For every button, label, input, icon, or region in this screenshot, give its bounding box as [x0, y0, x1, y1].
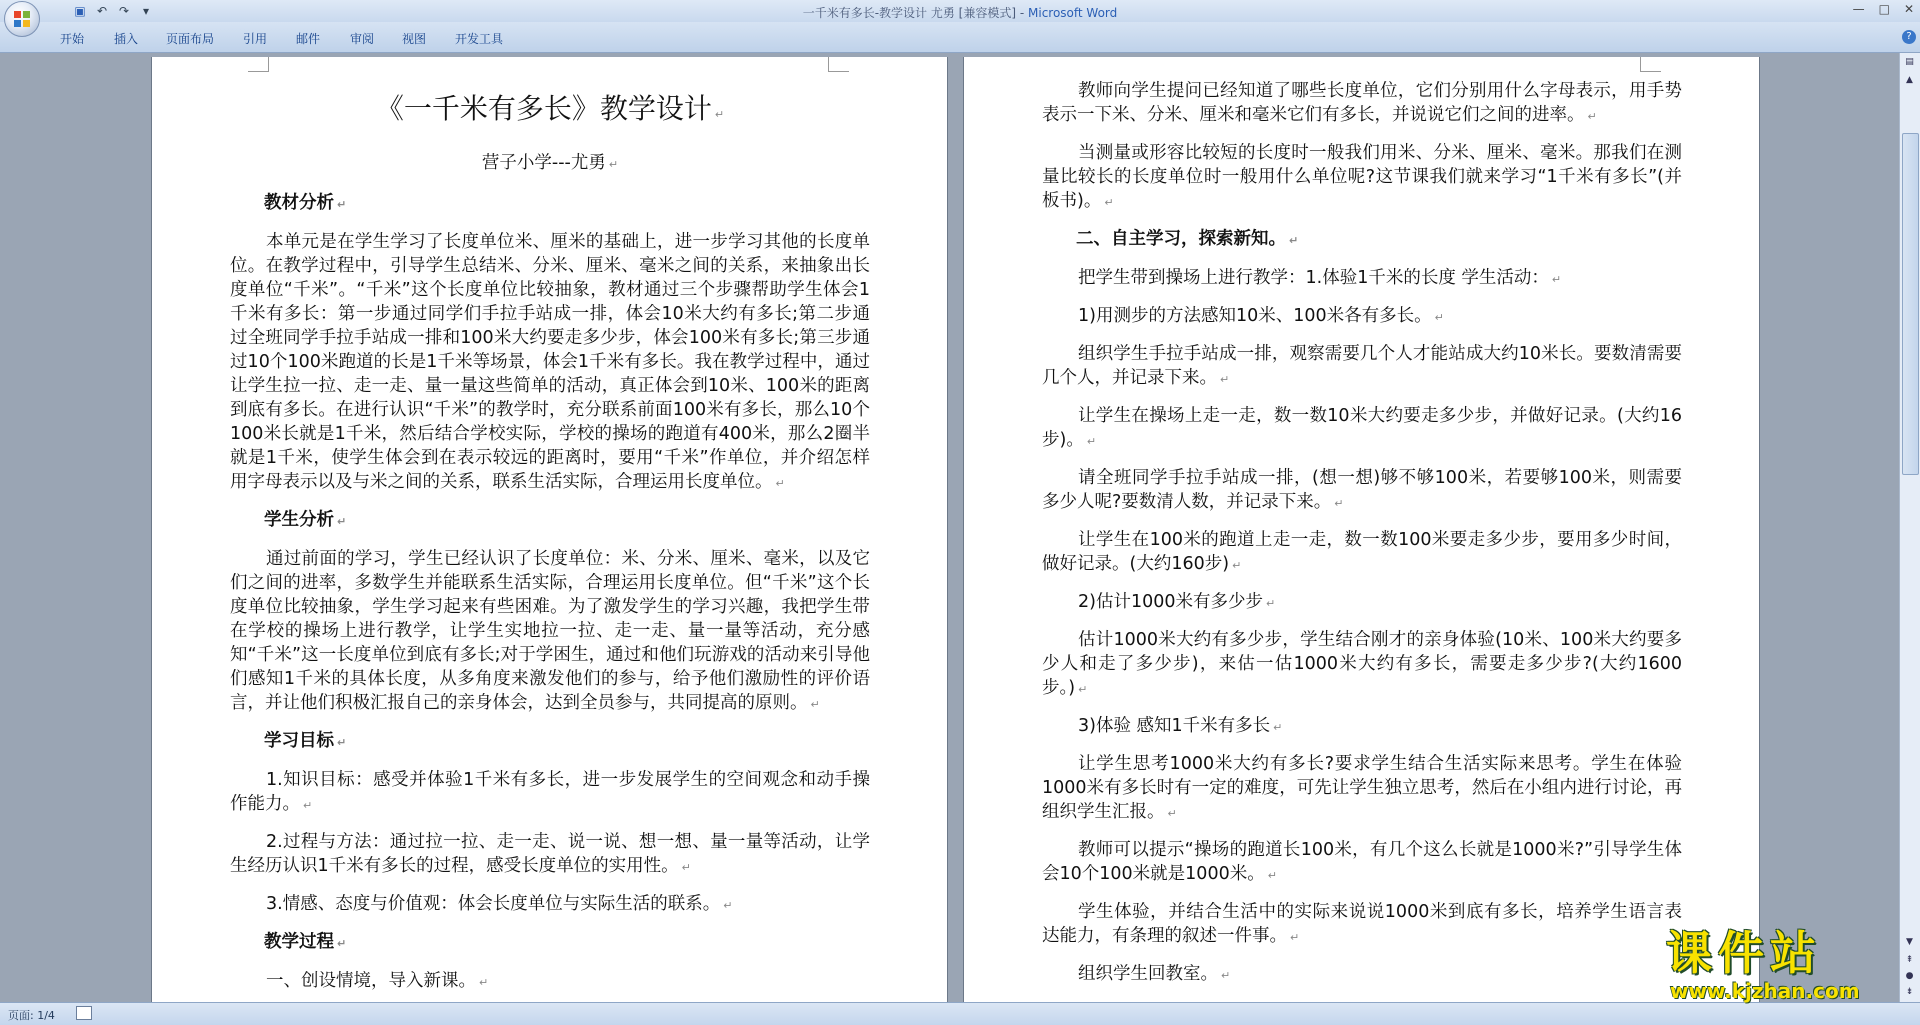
crop-mark [828, 57, 849, 72]
select-browse-object-icon[interactable]: ● [1905, 971, 1914, 981]
tab-developer[interactable]: 开发工具 [455, 32, 504, 46]
paragraph: 估计1000米大约有多少步，学生结合刚才的亲身体验(10米、100米大约要多少人和走了多少步)，来估一估1000米大约有多长，需要走多少步?(大约1600步。) ↵ [1042, 630, 1682, 698]
close-button[interactable]: ✕ [1903, 2, 1914, 16]
paragraph: 让学生在操场上走一走，数一数10米大约要走多少步，并做好记录。(大约16步)。 ↵ [1042, 406, 1682, 450]
tab-view[interactable]: 视图 [402, 32, 427, 46]
goal-attitude: 3.情感、态度与价值观：体会长度单位与实际生活的联系。 ↵ [266, 894, 733, 914]
tab-page-layout[interactable]: 页面布局 [166, 32, 215, 46]
redo-icon[interactable]: ↷ [118, 4, 130, 18]
goal-knowledge: 1.知识目标：感受并体验1千米有多长，进一步发展学生的空间观念和动手操作能力。 ↵ [230, 770, 870, 814]
paragraph-students: 通过前面的学习，学生已经认识了长度单位：米、分米、厘米、毫米，以及它们之间的进率，多数学生并能联系生活实际，合理运用长度单位。但“千米”这个长度单位比较抽象，学生学习起来有些困难。为了激发学生的学习兴趣，我把学生带在学校的操场上进行教学，让学生实地拉一拉、走一走、量一量等活动，充分感知“千米”这一长度单位到底有多长;对于学困生，通过和他们玩游戏的活动来引导他们感知1千米的具体长度，从多角度来激发他们的参与，给予他们激励性的评价语言，并让他们积极汇报自己的亲身体会，达到全员参与，共同提高的原则。 ↵ [230, 549, 870, 713]
paragraph: 1)用测步的方法感知10米、100米各有多长。 ↵ [1078, 306, 1444, 326]
paragraph: 把学生带到操场上进行教学：1.体验1千米的长度 学生活动： ↵ [1078, 268, 1562, 288]
document-title: 一千米有多长-教学设计 尤勇 [兼容模式] - [802, 6, 1028, 20]
crop-mark [248, 57, 269, 72]
paragraph: 2)估计1000米有多少步 ↵ [1078, 592, 1276, 612]
help-icon[interactable]: ? [1902, 30, 1916, 44]
paragraph: 当测量或形容比较短的长度时一般我们用米、分米、厘米、毫米。那我们在测量比较长的长度单位时一般用什么单位呢?这节课我们就来学习“1千米有多长”(并板书)。 ↵ [1042, 143, 1682, 211]
paragraph: 教师向学生提问已经知道了哪些长度单位，它们分别用什么字母表示，用手势表示一下米、分米、厘米和毫米它们有多长，并说说它们之间的进率。 ↵ [1042, 81, 1682, 125]
customize-qat-icon[interactable]: ▾ [142, 4, 150, 18]
page-left-content[interactable] [230, 79, 870, 1003]
heading-analysis: 教材分析 ↵ [264, 193, 347, 213]
heading-process: 教学过程 ↵ [264, 932, 347, 952]
window-controls [1853, 2, 1914, 16]
previous-page-icon[interactable]: ⇞ [1905, 955, 1914, 965]
paragraph: 组织学生回教室。 ↵ [1078, 964, 1231, 984]
paragraph: 3)体验 感知1千米有多长 ↵ [1078, 716, 1283, 736]
paragraph: 教师可以提示“操场的跑道长100米，有几个这么长就是1000米?”引导学生体会10个100米就是1000米。 ↵ [1042, 840, 1682, 884]
tab-home[interactable]: 开始 [60, 32, 85, 46]
paragraph: 让学生思考1000米大约有多长?要求学生结合生活实际来思考。学生在体验1000米有多长时有一定的难度，可先让学生独立思考，然后在小组内进行讨论，再组织学生汇报。 ↵ [1042, 754, 1682, 822]
crop-mark [1640, 57, 1661, 72]
undo-icon[interactable]: ↶ [96, 4, 108, 18]
page-count[interactable]: 页面: 1/4 [8, 1009, 55, 1022]
title-bar [0, 0, 1920, 22]
heading-students: 学生分析 ↵ [264, 510, 347, 530]
goal-process: 2.过程与方法：通过拉一拉、走一走、说一说、想一想、量一量等活动，让学生经历认识1千米有多长的过程，感受长度单位的实用性。 ↵ [230, 832, 870, 876]
page-left [152, 57, 947, 1003]
maximize-button[interactable]: □ [1878, 2, 1890, 16]
ruler-toggle-icon[interactable]: ▤ [1905, 57, 1914, 67]
paragraph: 组织学生手拉手站成一排，观察需要几个人才能站成大约10米长。要数清需要几个人，并记录下来。 ↵ [1042, 344, 1682, 388]
status-bar [0, 1002, 1920, 1025]
paragraph: 让学生在100米的跑道上走一走，数一数100米要走多少步，要用多少时间，做好记录。(大约160步) ↵ [1042, 530, 1682, 574]
watermark-url: www.kjzhan.com [1670, 979, 1860, 1003]
heading-goals: 学习目标 ↵ [264, 731, 347, 751]
app-name: Microsoft Word [1028, 6, 1118, 20]
office-logo-icon [13, 10, 31, 28]
tab-insert[interactable]: 插入 [114, 32, 139, 46]
paragraph-analysis: 本单元是在学生学习了长度单位米、厘米的基础上，进一步学习其他的长度单位。在教学过程中，引导学生总结米、分米、厘米、毫米之间的关系，来抽象出长度单位“千米”。“千米”这个长度单位比较抽象，教材通过三个步骤帮助学生体会1千米有多长：第一步通过同学们手拉手站成一排，体会10米大约有多长;第二步通过全班同学手拉手站成一排和100米大约要走多少步，体会100米有多长;第三步通过10个100米跑道的长是1千米等场景，体会1千米有多长。我在教学过程中，通过让学生拉一拉、走一走、量一量这些简单的活动，真正体会到10米、100米的距离到底有多长。在进行认识“千米”的教学时，充分联系前面100米有多长，那么10个100米长就是1千米，然后结合学校实际，学校的操场的跑道有400米，那么2圈半就是1千米，使学生体会到在表示较远的距离时，要用“千米”作单位，并介绍怎样用字母表示以及与米之间的关系，联系生活实际，合理运用长度单位。 ↵ [230, 232, 870, 492]
heading-self-study: 二、自主学习，探索新知。 ↵ [1076, 229, 1299, 249]
page-right-content[interactable] [1042, 79, 1682, 1000]
scroll-thumb[interactable] [1902, 133, 1919, 475]
step-one: 一、创设情境，导入新课。 ↵ [266, 971, 489, 991]
save-icon[interactable]: ▣ [74, 4, 86, 18]
window-title [0, 4, 1920, 21]
document-title-heading: 《一千米有多长》教学设计 ↵ [375, 92, 725, 125]
minimize-button[interactable]: — [1852, 2, 1865, 16]
page-right [964, 57, 1759, 1003]
scroll-up-icon[interactable]: ▲ [1906, 75, 1913, 85]
tab-review[interactable]: 审阅 [350, 32, 375, 46]
office-button[interactable] [4, 1, 40, 37]
paragraph: 请全班同学手拉手站成一排，(想一想)够不够100米，若要够100米，则需要多少人呢?要数清人数，并记录下来。 ↵ [1042, 468, 1682, 512]
scroll-down-icon[interactable]: ▼ [1906, 937, 1913, 947]
watermark [1666, 927, 1898, 1001]
vertical-scrollbar[interactable] [1899, 53, 1920, 1003]
document-workspace [0, 53, 1900, 1003]
ribbon-tab-bar [0, 22, 1920, 53]
watermark-brand: 课件站 [1666, 926, 1822, 980]
next-page-icon[interactable]: ⇟ [1905, 987, 1914, 997]
paragraph: 学生体验，并结合生活中的实际来说说1000米到底有多长，培养学生语言表达能力，有条理的叙述一件事。 ↵ [1042, 902, 1682, 946]
tab-mailings[interactable]: 邮件 [296, 32, 321, 46]
language-icon[interactable] [76, 1006, 92, 1020]
tab-references[interactable]: 引用 [243, 32, 268, 46]
author-line: 营子小学---尤勇 ↵ [481, 153, 619, 173]
